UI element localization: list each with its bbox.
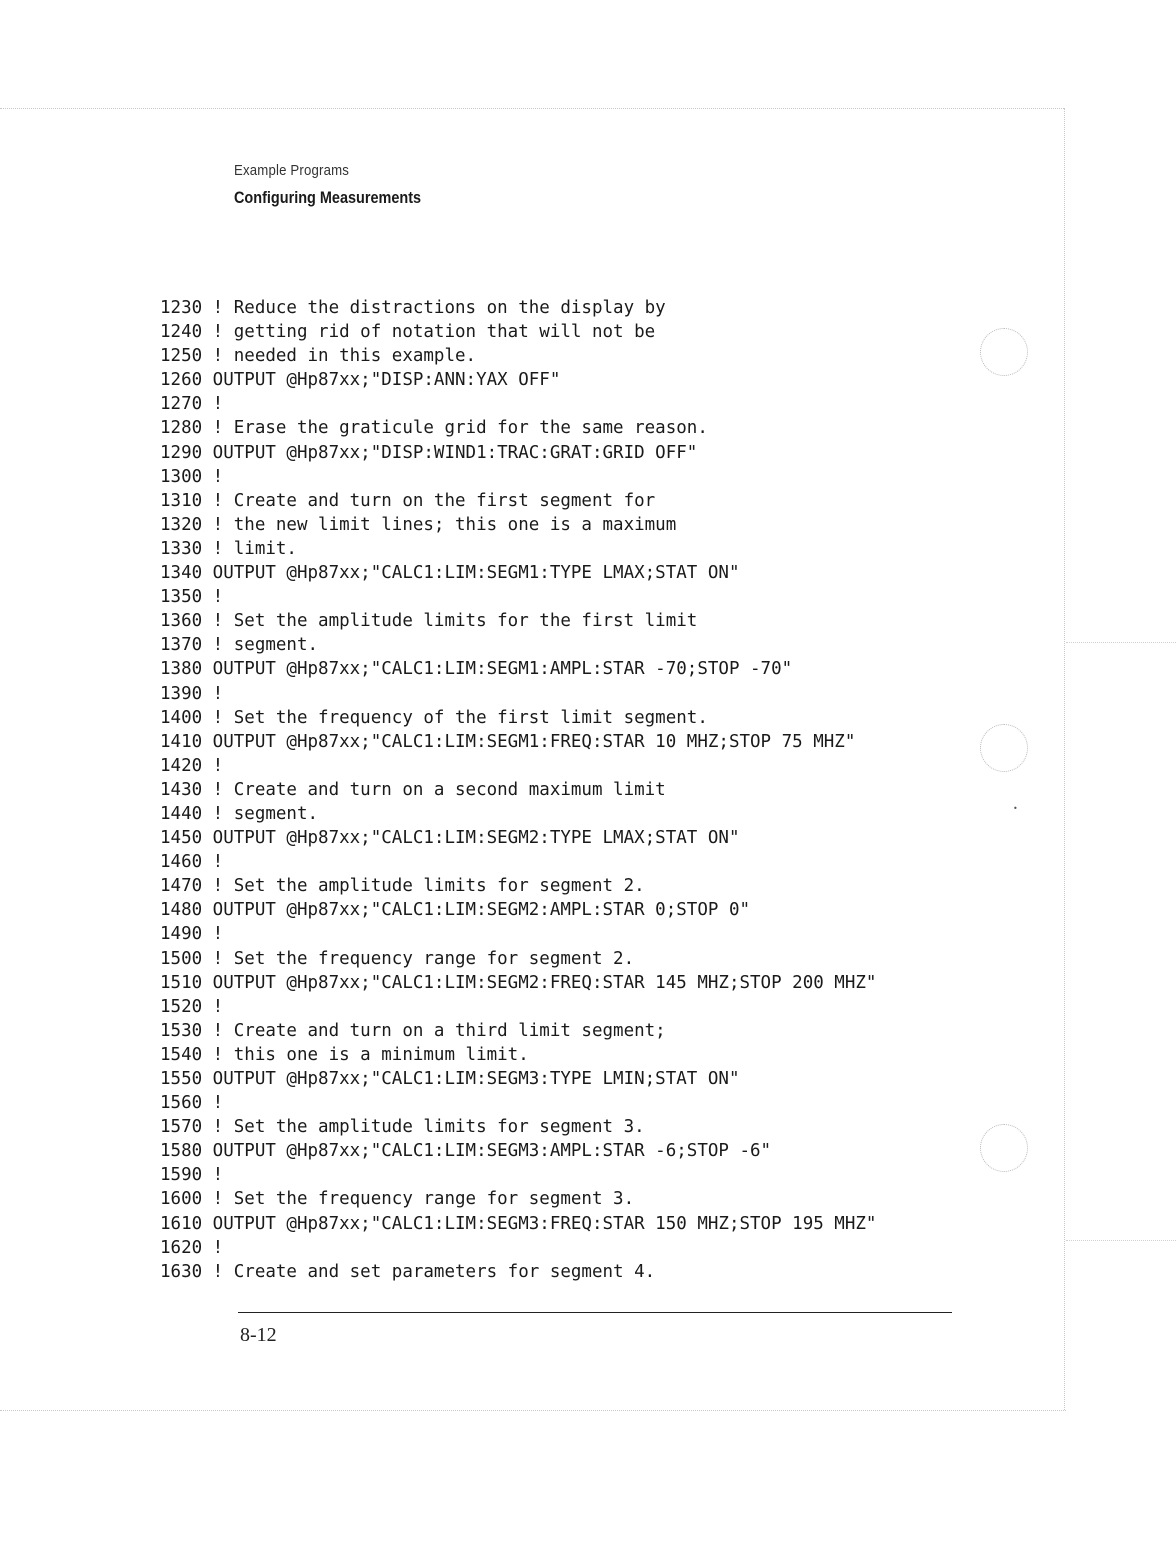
code-line: 1360 ! Set the amplitude limits for the first limit: [160, 611, 698, 632]
code-line: 1580 OUTPUT @Hp87xx;"CALC1:LIM:SEGM3:AMPL:STAR -6;STOP -6": [160, 1141, 772, 1162]
code-line: 1290 OUTPUT @Hp87xx;"DISP:WIND1:TRAC:GRAT:GRID OFF": [160, 442, 698, 463]
margin-tick: [1066, 1240, 1176, 1241]
code-line: 1270 !: [160, 394, 224, 415]
code-line: 1410 OUTPUT @Hp87xx;"CALC1:LIM:SEGM1:FREQ:STAR 10 MHZ;STOP 75 MHZ": [160, 731, 856, 752]
code-line: 1260 OUTPUT @Hp87xx;"DISP:ANN:YAX OFF": [160, 370, 561, 391]
page-edge-bottom: [0, 1410, 1066, 1411]
code-line: 1450 OUTPUT @Hp87xx;"CALC1:LIM:SEGM2:TYPE LMAX;STAT ON": [160, 828, 740, 849]
code-line: 1310 ! Create and turn on the first segment for: [160, 490, 656, 511]
code-line: 1610 OUTPUT @Hp87xx;"CALC1:LIM:SEGM3:FREQ:STAR 150 MHZ;STOP 195 MHZ": [160, 1213, 877, 1234]
code-line: 1590 !: [160, 1165, 224, 1186]
code-line: 1280 ! Erase the graticule grid for the same reason.: [160, 418, 708, 439]
code-line: 1300 !: [160, 466, 224, 487]
code-line: 1480 OUTPUT @Hp87xx;"CALC1:LIM:SEGM2:AMPL:STAR 0;STOP 0": [160, 900, 751, 921]
code-line: 1350 !: [160, 587, 224, 608]
code-line: 1400 ! Set the frequency of the first limit segment.: [160, 707, 708, 728]
code-line: 1470 ! Set the amplitude limits for segment 2.: [160, 876, 645, 897]
page-title: Configuring Measurements: [234, 188, 422, 207]
footer-rule: [238, 1312, 952, 1313]
code-listing: [160, 296, 876, 1284]
scan-speck: •: [1013, 804, 1018, 813]
page-number: 8-12: [240, 1324, 277, 1346]
code-line: 1570 ! Set the amplitude limits for segment 3.: [160, 1117, 645, 1138]
code-line: 1460 !: [160, 852, 224, 873]
code-line: 1520 !: [160, 996, 224, 1017]
code-line: 1240 ! getting rid of notation that will not be: [160, 322, 656, 343]
code-line: 1430 ! Create and turn on a second maximum limit: [160, 779, 666, 800]
code-line: 1250 ! needed in this example.: [160, 346, 477, 367]
punch-hole-bottom: [980, 1124, 1028, 1172]
code-line: 1420 !: [160, 755, 224, 776]
code-line: 1530 ! Create and turn on a third limit segment;: [160, 1020, 666, 1041]
page-edge-top: [0, 108, 1064, 109]
page-header: [234, 160, 454, 210]
code-line: 1230 ! Reduce the distractions on the display by: [160, 298, 666, 318]
punch-hole-top: [980, 328, 1028, 376]
code-line: 1320 ! the new limit lines; this one is a maximum: [160, 514, 677, 535]
code-line: 1560 !: [160, 1093, 224, 1114]
code-line: 1370 ! segment.: [160, 635, 319, 656]
code-line: 1510 OUTPUT @Hp87xx;"CALC1:LIM:SEGM2:FREQ:STAR 145 MHZ;STOP 200 MHZ": [160, 972, 877, 993]
page-edge-right: [1064, 108, 1065, 1410]
code-line: 1550 OUTPUT @Hp87xx;"CALC1:LIM:SEGM3:TYPE LMIN;STAT ON": [160, 1069, 740, 1089]
code-line: 1630 ! Create and set parameters for segment 4.: [160, 1261, 656, 1282]
margin-tick: [1066, 642, 1176, 643]
section-label: Example Programs: [234, 162, 350, 179]
code-line: 1390 !: [160, 683, 224, 704]
code-line: 1540 ! this one is a minimum limit.: [160, 1044, 529, 1065]
punch-hole-middle: [980, 724, 1028, 772]
code-line: 1620 !: [160, 1237, 224, 1258]
code-line: 1440 ! segment.: [160, 803, 319, 824]
code-line: 1600 ! Set the frequency range for segment 3.: [160, 1189, 635, 1210]
code-line: 1380 OUTPUT @Hp87xx;"CALC1:LIM:SEGM1:AMPL:STAR -70;STOP -70": [160, 659, 793, 680]
code-line: 1330 ! limit.: [160, 538, 297, 559]
code-line: 1500 ! Set the frequency range for segment 2.: [160, 948, 635, 969]
code-line: 1490 !: [160, 924, 224, 945]
code-line: 1340 OUTPUT @Hp87xx;"CALC1:LIM:SEGM1:TYPE LMAX;STAT ON": [160, 563, 740, 584]
